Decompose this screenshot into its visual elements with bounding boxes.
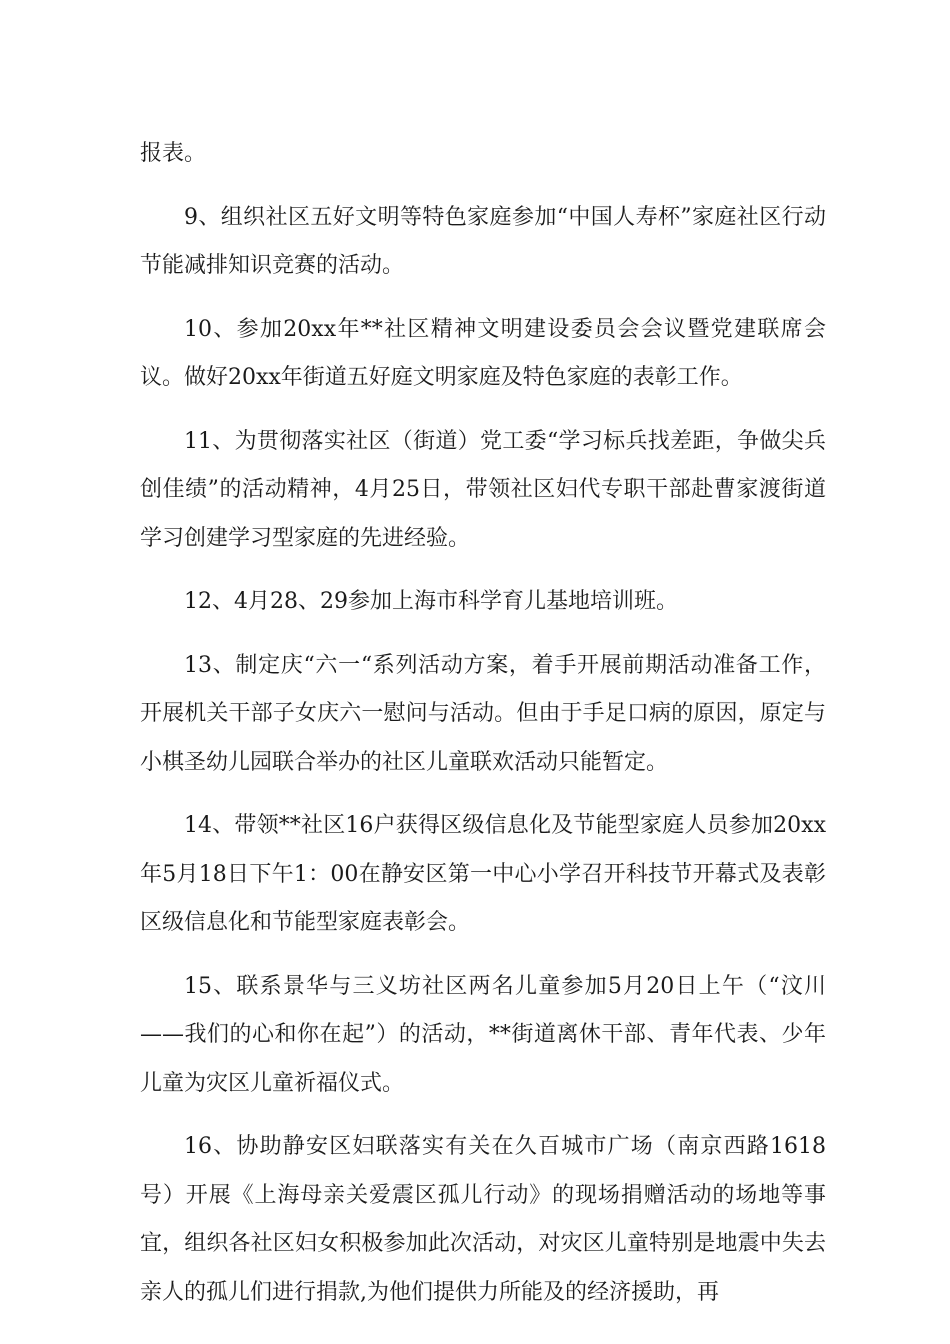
paragraph-item-9: 9、组织社区五好文明等特色家庭参加“中国人寿杯”家庭社区行动节能减排知识竞赛的活动。	[140, 204, 826, 278]
paragraph-item-14: 14、带领**社区16户获得区级信息化及节能型家庭人员参加20xx年5月18日下午1：00在静安区第一中心小学召开科技节开幕式及表彰区级信息化和节能型家庭表彰会。	[140, 813, 826, 935]
paragraph-continuation: 报表。	[140, 141, 207, 166]
paragraph-item-11: 11、为贯彻落实社区（街道）党工委“学习标兵找差距，争做尖兵创佳绩”的活动精神，4月25日，带领社区妇代专职干部赴曹家渡街道学习创建学习型家庭的先进经验。	[140, 428, 826, 551]
paragraph-item-16: 16、协助静安区妇联落实有关在久百城市广场（南京西路1618号）开展《上海母亲关爱震区孤儿行动》的现场捐赠活动的场地等事宜，组织各社区妇女积极参加此次活动，对灾区儿童特别是地震中失去亲人的孤儿们进行捐款,为他们提供力所能及的经济援助，再	[140, 1134, 826, 1305]
paragraph-item-12: 12、4月28、29参加上海市科学育儿基地培训班。	[184, 589, 678, 614]
paragraph-item-13: 13、制定庆“六一“系列活动方案，着手开展前期活动准备工作，开展机关干部子女庆六一慰问与活动。但由于手足口病的原因，原定与小棋圣幼儿园联合举办的社区儿童联欢活动只能暂定。	[140, 652, 826, 775]
paragraph-item-10: 10、参加20xx年**社区精神文明建设委员会会议暨党建联席会议。做好20xx年街道五好庭文明家庭及特色家庭的表彰工作。	[140, 316, 826, 390]
document-body	[140, 130, 826, 1332]
paragraph-item-15: 15、联系景华与三义坊社区两名儿童参加5月20日上午（“汶川——我们的心和你在起”）的活动，**街道离休干部、青年代表、少年儿童为灾区儿童祈福仪式。	[140, 973, 826, 1096]
